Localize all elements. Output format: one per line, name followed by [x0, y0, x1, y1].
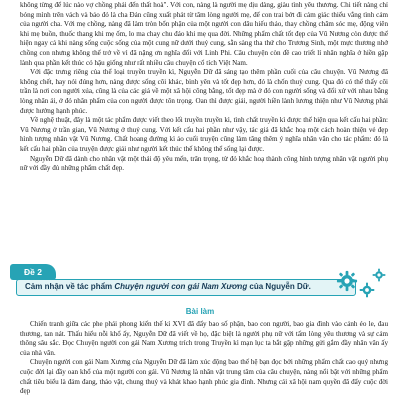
topic-badge: Đề 2	[10, 264, 56, 280]
paragraph-4: Nguyễn Dữ đã dành cho nhân vật một thái độ yêu mến, trân trọng, từ đó khắc hoạ thành công hình tượng nhân vật người phụ nữ với đầy đủ những phẩm chất đẹp.	[20, 154, 388, 173]
essay-body-top	[0, 0, 400, 174]
paragraph-3: Về nghệ thuật, đây là một tác phẩm được viết theo lối truyền truyền kì, tình chất truyền kì được thể hiện qua kết cấu hai phần: Vũ Nương ở trần gian, Vũ Nương ở thuỷ cung. Với kết cấu hai phần như vậy, tác giả đã khắc hoạ một cách hoàn thiện vẻ đẹp hình tượng nhân vật Vũ Nương. Chất hoang đường kì ảo cuối truyện cũng làm tăng thêm ý nghĩa nhân văn cho tác phẩm: đó là kết cấu hai phần của truyện được giải như người kết thúc thế không thể sống lại được.	[20, 116, 388, 153]
section-title: Bài làm	[185, 307, 215, 316]
paragraph-1: không từng để lúc nào vợ chồng phải đến thất hoà". Với con, nàng là người mẹ dịu dàng, giàu tình yêu thương. Chi tiết nàng chỉ bóng mình trên vách và bảo đó là cha Đản cũng xuất phát từ tâm lòng người mẹ, để con trai bớt đi cảm giác thiếu vắng tình cảm của người cha. Với mẹ chồng, nàng đã làm tròn bổn phận của một người con dâu hiếu thảo, thay chồng chăm sóc mẹ, động viên khi mẹ buồn, thuốc thang khi mẹ ốm, lo ma chay chu đáo khi mẹ qua đời. Những phẩm chất tốt đẹp của Vũ Nương còn được thể hiện ngay cả khi nàng sống cuộc sống của một cung nữ dưới thuỷ cung, sẵn sàng tha thứ cho Trương Sinh, một mực thương nhớ chồng con nhưng không thể trở về vì đã nặng ơn nghĩa đối với Linh Phi. Câu chuyện còn đề cao triết lí nhân nghĩa ở hiền gặp lành qua phần kết thúc có hậu giống như rất nhiều câu chuyện cổ tích Việt Nam.	[20, 1, 388, 67]
topic-text: Cảm nhận về tác phẩm Chuyện người con gái Nam Xương của Nguyễn Dữ.	[25, 282, 311, 291]
gear-icon	[336, 270, 358, 292]
gear-icon	[372, 268, 386, 282]
paragraph-2: Với đặc trưng riêng của thể loại truyền truyền kì, Nguyễn Dữ đã sáng tạo thêm phần cuối của câu chuyện. Vũ Nương đã không chết, hay nói đúng hơn, nàng được sống cõi khác, bình yên và tốt đẹp hơn, đó là chốn thuỷ cung. Qua đó có thể thấy cõi trần là nơi con người xúa, cũng là của các giá về một xã hội công bằng, tốt đẹp mà ở đó con người sống và đối xử với nhau bằng lòng nhân ái, ở đó nhân phẩm của con người được tôn trọng. Oan thì được giải, người hiền lành lương thiện như Vũ Nương phải được hưởng hạnh phúc.	[20, 68, 388, 115]
topic-bar	[16, 279, 356, 296]
paragraph-5: Chiến tranh giữa các phe phái phong kiến thế kỉ XVI đã đẩy bao số phận, bao con người, bao gia đình vào cảnh éo le, đau thương, tan nát. Thấu hiểu nỗi khổ ấy, Nguyễn Dữ đã viết về họ, đặc biệt là người phụ nữ với tấm lòng yêu thương và sự cảm thông sâu sắc. Đọc Chuyện người con gái Nam Xương trích trong Truyền kì mạn lục ta bắt gặp những gửi gắm đầy nhân văn ấy của nhà văn.	[20, 320, 388, 357]
essay-body-bottom	[0, 320, 400, 397]
paragraph-6: Chuyện người con gái Nam Xương của Nguyễn Dữ đã làm xúc động bao thế hệ bạn đọc bởi những phẩm chất cao quý nhưng cuộc đời lại đầy oan khổ của một người con gái. Vũ Nương là nhân vật trung tâm của câu chuyện, nàng nổi bật với những phẩm chất tiêu biểu là đảm đang, thảo vật, chung thuỷ và khát khao hạnh phúc gia đình. Nhưng cái xã hội nam quyền đã đẩy cuộc đời đẹp	[20, 358, 388, 396]
topic-banner	[10, 264, 388, 298]
gear-icon	[359, 282, 375, 298]
